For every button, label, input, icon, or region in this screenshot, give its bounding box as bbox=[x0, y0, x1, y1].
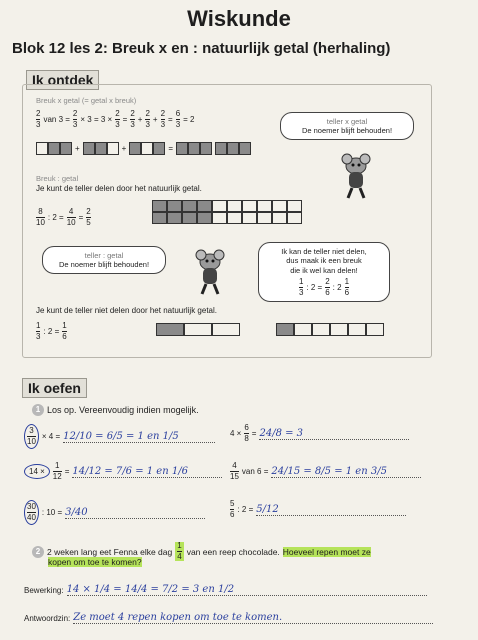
question-2: 2 2 weken lang eet Fenna elke dag $\frac{1}{4}$ van een reep chocolade. Hoeveel repen moet ze bbox=[32, 542, 371, 561]
fraction: $\frac{1}{3}$ bbox=[298, 277, 304, 298]
speech-bubble-teller-x: teller x getal De noemer blijft behouden! bbox=[280, 112, 414, 140]
bar-model bbox=[36, 142, 72, 155]
antwoordzin-line: Antwoordzin: Ze moet 4 repen kopen om toe te komen. bbox=[24, 612, 433, 624]
fraction: $\frac{2}{3}$ bbox=[145, 109, 150, 129]
fraction: $\frac{2}{3}$ bbox=[36, 109, 41, 129]
fraction: $\frac{2}{6}$ bbox=[325, 277, 330, 298]
fraction: $\frac{6}{8}$ bbox=[244, 423, 249, 443]
exercise-1c: $\frac{30}{40}$ : 10 = 3/40 bbox=[24, 500, 205, 525]
div-rule-text: Je kunt de teller delen door het natuurlijk getal. bbox=[36, 184, 202, 193]
handwritten-answer: Ze moet 4 repen kopen om toe te komen. bbox=[73, 612, 433, 624]
question-number-badge: 1 bbox=[32, 404, 44, 416]
question-1-text: Los op. Vereenvoudig indien mogelijk. bbox=[47, 405, 199, 415]
div-bar-model-3 bbox=[276, 323, 384, 336]
div-bar-model-1 bbox=[152, 200, 302, 224]
div-rule-text-2: Je kunt de teller niet delen door het natuurlijk getal. bbox=[36, 306, 218, 315]
exercise-1b: 14 × $\frac{1}{12}$ = 14/12 = 7/6 = 1 en 1/6 bbox=[24, 462, 222, 481]
bar-model bbox=[176, 142, 212, 155]
bewerking-line: Bewerking: 14 × 1/4 = 14/4 = 7/2 = 3 en 1/2 bbox=[24, 584, 427, 596]
fraction: $\frac{1}{6}$ bbox=[62, 321, 67, 341]
handwritten-answer: 5/12 bbox=[256, 504, 406, 516]
handwritten-answer: 14 × 1/4 = 14/4 = 7/2 = 3 en 1/2 bbox=[67, 584, 427, 596]
speech-bubble-teller-div: teller : getal De noemer blijft behouden! bbox=[42, 246, 166, 274]
fraction: $\frac{30}{40}$ bbox=[27, 502, 36, 522]
fraction: $\frac{2}{3}$ bbox=[115, 109, 120, 129]
fraction: $\frac{8}{10}$ bbox=[36, 207, 45, 227]
fraction: $\frac{2}{3}$ bbox=[72, 109, 78, 129]
question-1 bbox=[32, 404, 199, 416]
mult-bar-model: + + = bbox=[36, 142, 251, 155]
fraction: $\frac{1}{4}$ bbox=[177, 541, 182, 561]
fraction: $\frac{2}{3}$ bbox=[160, 109, 166, 129]
question-number-badge: 2 bbox=[32, 546, 44, 558]
div-equation-1: $\frac{8}{10}$ : 2 = $\frac{4}{10}$ = $\frac{2}{5}$ bbox=[36, 207, 91, 227]
fraction: $\frac{2}{3}$ bbox=[130, 109, 135, 129]
fraction: $\frac{6}{3}$ bbox=[175, 109, 181, 129]
mouse-mascot-icon bbox=[336, 152, 376, 200]
bar-model bbox=[215, 142, 251, 155]
handwritten-answer: 24/15 = 8/5 = 1 en 3/5 bbox=[271, 466, 421, 478]
handwritten-answer: 24/8 = 3 bbox=[259, 428, 409, 440]
bar-model bbox=[83, 142, 119, 155]
mouse-mascot-icon bbox=[190, 248, 230, 296]
mult-rule-label: Breuk x getal (= getal x breuk) bbox=[36, 96, 137, 105]
fraction: $\frac{3}{10}$ bbox=[27, 426, 36, 446]
page-title: Wiskunde bbox=[187, 6, 291, 31]
div-rule-label: Breuk : getal bbox=[36, 174, 79, 183]
fraction: $\frac{4}{15}$ bbox=[230, 461, 239, 481]
mult-equation: $\frac{2}{3}$ van 3 = $\frac{2}{3}$ × 3 = 3 × $\frac{2}{3}$ = $\frac{2}{3}$ + $\frac{2}{3}$ + $\frac{2}{3}$ = $\frac{6}{3}$ = 2 bbox=[36, 109, 195, 129]
exercise-1a: $\frac{3}{10}$ × 4 = 12/10 = 6/5 = 1 en 1/5 bbox=[24, 424, 215, 449]
bar-model bbox=[129, 142, 165, 155]
fraction: $\frac{5}{6}$ bbox=[230, 499, 235, 519]
section-heading-ontdek: Ik ontdek bbox=[26, 70, 99, 90]
fraction: $\frac{2}{5}$ bbox=[86, 207, 91, 227]
handwritten-answer: 3/40 bbox=[65, 507, 205, 519]
fraction: $\frac{1}{12}$ bbox=[52, 461, 62, 481]
exercise-1d: 4 × $\frac{6}{8}$ = 24/8 = 3 bbox=[230, 424, 409, 443]
speech-bubble-breuk: Ik kan de teller niet delen, dus maak ik een breuk die ik wel kan delen! $\frac{1}{3}$ : 2 = $\frac{2}{6}$ : 2 $\frac{1}{6}$ bbox=[258, 242, 390, 302]
div-bar-model-2 bbox=[156, 323, 240, 336]
fraction: $\frac{1}{3}$ bbox=[36, 321, 41, 341]
fraction: $\frac{1}{6}$ bbox=[344, 277, 350, 298]
handwritten-answer: 12/10 = 6/5 = 1 en 1/5 bbox=[63, 431, 215, 443]
fraction: $\frac{4}{10}$ bbox=[66, 207, 76, 227]
bubble-equation: $\frac{1}{3}$ : 2 = $\frac{2}{6}$ : 2 $\frac{1}{6}$ bbox=[298, 277, 350, 298]
handwritten-answer: 14/12 = 7/6 = 1 en 1/6 bbox=[72, 466, 222, 478]
exercise-1e: $\frac{4}{15}$ van 6 = 24/15 = 8/5 = 1 en 3/5 bbox=[230, 462, 421, 481]
question-2-text-cont: kopen om toe te komen? bbox=[48, 557, 142, 567]
lesson-subtitle: Blok 12 les 2: Breuk x en : natuurlijk getal (herhaling) bbox=[12, 40, 391, 57]
section-heading-oefen: Ik oefen bbox=[22, 378, 87, 398]
div-equation-2: $\frac{1}{3}$ : 2 = $\frac{1}{6}$ bbox=[36, 321, 67, 341]
exercise-1f: $\frac{5}{6}$ : 2 = 5/12 bbox=[230, 500, 406, 519]
